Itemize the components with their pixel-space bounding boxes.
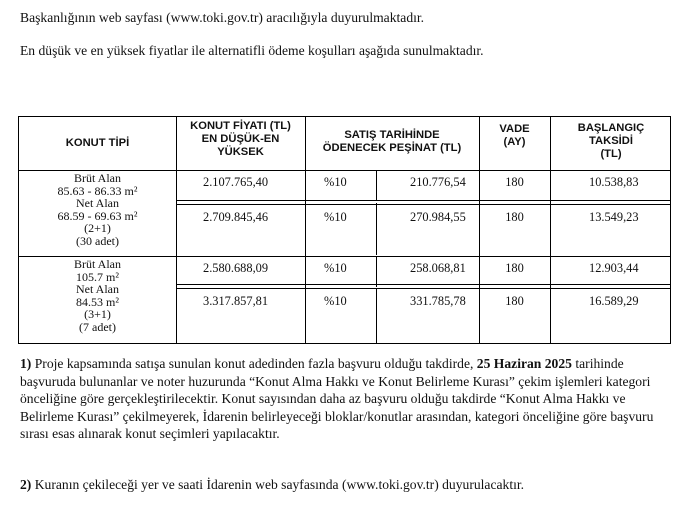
g2r2-vade: 180 <box>505 294 524 308</box>
g1r1-taksit: 10.538,83 <box>589 175 639 189</box>
price-table <box>18 116 671 344</box>
g1r1-pesinat: 210.776,54 <box>410 175 466 189</box>
g2r2-oran: %10 <box>324 294 347 308</box>
header-vade: VADE (AY) <box>499 123 530 148</box>
g2r2-pesinat: 331.785,78 <box>410 294 466 308</box>
header-taksit: BAŞLANGIÇ TAKSİDİ (TL) <box>577 122 645 160</box>
g2r1-pesinat: 258.068,81 <box>410 261 466 275</box>
g1r1-vade: 180 <box>505 175 524 189</box>
header-pesinat: SATIŞ TARİHİNDE ÖDENECEK PEŞİNAT (TL) <box>322 129 462 154</box>
note-2: 2) Kuranın çekileceği yer ve saati İdarenin web sayfasında (www.toki.gov.tr) duyurulacaktır. <box>20 477 525 492</box>
konut-tipi-3plus1: Brüt Alan 105.7 m² Net Alan 84.53 m² (3+1) (7 adet) <box>74 257 121 334</box>
header-konut-tipi: KONUT TİPİ <box>65 137 130 149</box>
g1r2-oran: %10 <box>324 210 347 224</box>
g2r1-taksit: 12.903,44 <box>589 261 639 275</box>
note-1: 1) Proje kapsamında satışa sunulan konut adedinden fazla başvuru olduğu takdirde, 25 Haziran 2025 tarihinde başvuruda bulunanlar ve noter huzurunda “Konut Alma Hakkı ve Konut Belirleme Kurası” çekim işlemleri kategori önceliğine göre gerçekleştirilecektir. Konut sayısından daha az başvuru olduğu takdirde “Konut Alma Hakkı ve Belirleme Kurası” çekilmeyerek, İdarenin belirleyeceği bloklar/konutlar arasından, kategori önceliğine göre başvuru sırası esas alınarak konut seçimleri yapılacaktır. <box>20 356 654 441</box>
g1r1-fiyat: 2.107.765,40 <box>203 175 269 189</box>
g1r2-taksit: 13.549,23 <box>589 210 639 224</box>
g2r1-vade: 180 <box>505 261 524 275</box>
g2r2-fiyat: 3.317.857,81 <box>203 294 269 308</box>
g1r2-vade: 180 <box>505 210 524 224</box>
g1r2-pesinat: 270.984,55 <box>410 210 466 224</box>
g1r2-fiyat: 2.709.845,46 <box>203 210 269 224</box>
intro-line-2: En düşük ve en yüksek fiyatlar ile alternatifli ödeme koşulları aşağıda sunulmaktadır. <box>20 43 484 58</box>
konut-tipi-2plus1: Brüt Alan 85.63 - 86.33 m² Net Alan 68.59 - 69.63 m² (2+1) (30 adet) <box>57 171 138 248</box>
g2r2-taksit: 16.589,29 <box>589 294 639 308</box>
g2r1-oran: %10 <box>324 261 347 275</box>
intro-line-1: Başkanlığının web sayfası (www.toki.gov.tr) aracılığıyla duyurulmaktadır. <box>20 10 425 25</box>
g1r1-oran: %10 <box>324 175 347 189</box>
g2r1-fiyat: 2.580.688,09 <box>203 261 269 275</box>
header-fiyat: KONUT FİYATI (TL) EN DÜŞÜK-EN YÜKSEK <box>190 120 291 158</box>
